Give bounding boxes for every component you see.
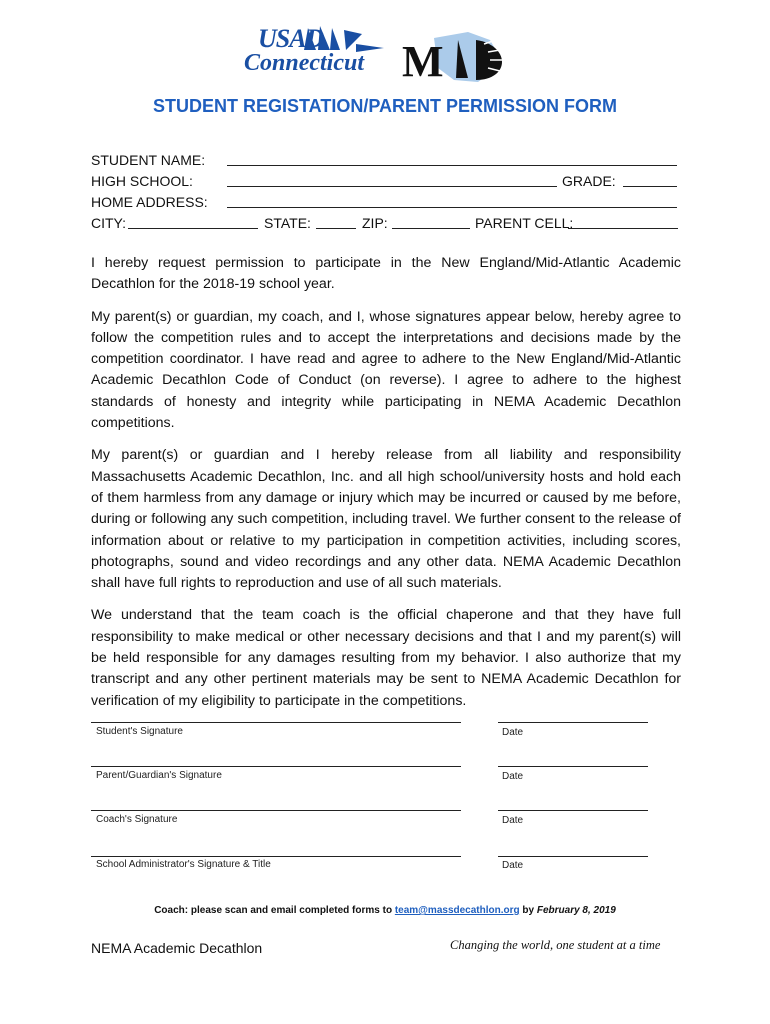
administrator-date-line[interactable] (498, 856, 648, 857)
student-name-label: STUDENT NAME: (91, 152, 206, 168)
zip-field[interactable] (392, 213, 470, 229)
parent-signature-line[interactable] (91, 766, 461, 767)
zip-label: ZIP: (362, 215, 388, 231)
footer-org-name: NEMA Academic Decathlon (91, 940, 263, 956)
mad-logo (398, 28, 524, 88)
paragraph-rules-agreement: My parent(s) or guardian, my coach, and I, whose signatures appear below, hereby agree to follow the competition rules and to accept the interpretations and decisions made by the competition coordinator. I have read and agree to adhere to the New England/Mid-Atlantic Academic Decathlon Code of Conduct (on reverse). I agree to adhere to the highest standards of honesty and integrity while participating in NEMA Academic Decathlon competitions. (91, 308, 681, 432)
student-fields (91, 150, 681, 234)
city-label: CITY: (91, 215, 127, 231)
home-address-row (91, 192, 681, 213)
administrator-signature-label: School Administrator's Signature & Title (96, 859, 271, 870)
submission-note-prefix: Coach: please scan and email completed forms to (154, 905, 395, 916)
usad-wordmark: USAD (258, 24, 324, 53)
usad-connecticut-logo (244, 24, 386, 82)
grade-field[interactable] (623, 171, 677, 187)
email-link[interactable]: team@massdecathlon.org (394, 905, 520, 916)
parent-date-line[interactable] (498, 766, 648, 767)
grade-label: GRADE: (562, 173, 616, 189)
high-school-label: HIGH SCHOOL: (91, 173, 193, 189)
parent-date-label: Date (502, 771, 524, 782)
submission-deadline: February 8, 2019 (536, 905, 616, 916)
mad-letter: M (402, 37, 444, 86)
paragraph-participation: I hereby request permission to participate in the New England/Mid-Atlantic Academic Decathlon for the 2018-19 school year. (91, 255, 681, 293)
city-field[interactable] (128, 213, 258, 229)
student-name-field[interactable] (227, 150, 677, 166)
form-title: STUDENT REGISTATION/PARENT PERMISSION FORM (152, 96, 617, 116)
submission-note (0, 905, 770, 916)
parent-cell-label: PARENT CELL: (475, 215, 574, 231)
coach-signature-label: Coach's Signature (96, 814, 178, 825)
submission-note-by: by (519, 905, 537, 916)
student-signature-label: Student's Signature (96, 726, 183, 737)
administrator-signature-line[interactable] (91, 856, 461, 857)
home-address-field[interactable] (227, 192, 677, 208)
parent-cell-field[interactable] (568, 213, 678, 229)
high-school-row (91, 171, 681, 192)
parent-signature-label: Parent/Guardian's Signature (96, 770, 222, 781)
paragraph-liability-release: My parent(s) or guardian and I hereby release from all liability and responsibility Massachusetts Academic Decathlon, Inc. and all high school/university hosts and hold each of them harmless from any damage or injury which may be incurred or caused by me before, during or following any such competition, including travel. We further consent to the release of information about or relative to my participation in competition activities, including scores, photographs, sound and video recordings and any other data. NEMA Academic Decathlon shall have full rights to reproduction and use of all such materials. (91, 447, 681, 592)
paragraph-chaperone: We understand that the team coach is the official chaperone and that they have full responsibility to make medical or other necessary decisions and that I and my parent(s) will be held responsible for any damages resulting from my behavior. I also authorize that my transcript and any other pertinent materials may be sent to NEMA Academic Decathlon for verification of my eligibility to participate in the competitions. (91, 607, 681, 709)
high-school-field[interactable] (227, 171, 557, 187)
permission-body (91, 253, 681, 723)
student-date-line[interactable] (498, 722, 648, 723)
student-name-row (91, 150, 681, 171)
state-label: STATE: (264, 215, 311, 231)
home-address-label: HOME ADDRESS: (91, 194, 208, 210)
state-field[interactable] (316, 213, 356, 229)
footer-tagline: Changing the world, one student at a time (450, 938, 661, 952)
coach-date-label: Date (502, 815, 524, 826)
coach-signature-line[interactable] (91, 810, 461, 811)
administrator-date-label: Date (502, 860, 524, 871)
city-row (91, 213, 681, 234)
student-signature-line[interactable] (91, 722, 461, 723)
student-date-label: Date (502, 727, 524, 738)
coach-date-line[interactable] (498, 810, 648, 811)
connecticut-wordmark: Connecticut (244, 50, 365, 76)
